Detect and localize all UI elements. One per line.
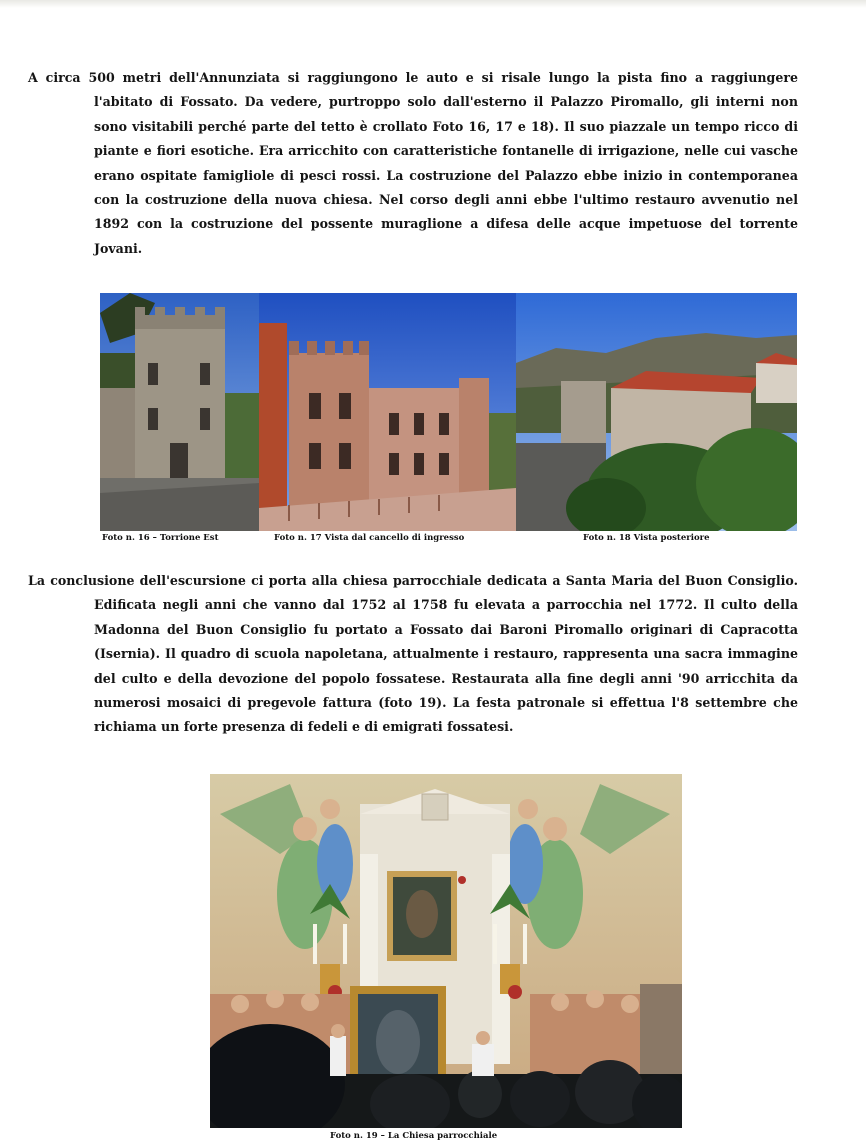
paragraph-palazzo-piromallo: A circa 500 metri dell'Annunziata si raggiungono le auto e si risale lungo la pista fino a raggiungere l'abitato di Fossato. Da vedere, purtroppo solo dall'esterno il Palazzo Piromallo, gli interni non sono visitabili perché parte del tetto è crollato Foto 16, 17 e 18). Il suo piazzale un tempo ricco di piante e fiori esotiche. Era arricchito con caratteristiche fontanelle di irrigazione, nelle cui vasche erano ospitate famigliole di pesci rossi. La costruzione del Palazzo ebbe inizio in contemporanea con la costruzione della nuova chiesa. Nel corso degli anni ebbe l'ultimo restauro avvenutio nel 1892 con la costruzione del possente muraglione a difesa delle acque impetuose del torrente Jovani. — [28, 70, 798, 256]
caption-foto-16: Foto n. 16 – Torrione Est — [102, 533, 219, 543]
caption-foto-19: Foto n. 19 – La Chiesa parrocchiale — [330, 1131, 498, 1141]
tower-photo-icon — [100, 293, 259, 531]
photo-chiesa-parrocchiale — [210, 774, 682, 1128]
caption-foto-18: Foto n. 18 Vista posteriore — [583, 533, 710, 543]
paragraph-chiesa-parrocchiale: La conclusione dell'escursione ci porta alla chiesa parrocchiale dedicata a Santa Maria del Buon Consiglio. Edificata negli anni che vanno dal 1752 al 1758 fu elevata a parrocchia nel 1772. Il culto della Madonna del Buon Consiglio fu portato a Fossato dai Baroni Piromallo originari di Capracotta (Isernia). Il quadro di scuola napoletana, attualmente i restauro, rappresenta una sacra immagine del culto e della devozione del popolo fossatese. Restaurata alla fine degli anni '90 arricchita da numerosi mosaici di pregevole fattura (foto 19). La festa patronale si effettua l'8 settembre che richiama un forte presenza di fedeli e di emigrati fossatesi. — [28, 573, 798, 735]
church-altar-photo-icon — [210, 774, 682, 1128]
caption-foto-17: Foto n. 17 Vista dal cancello di ingresso — [274, 533, 465, 543]
village-photo-icon — [516, 293, 797, 531]
page-top-edge — [0, 0, 866, 8]
photo-vista-posteriore — [516, 293, 797, 531]
photo-torrione-est — [100, 293, 259, 531]
photo-vista-cancello — [259, 293, 516, 531]
palace-photo-icon — [259, 293, 516, 531]
